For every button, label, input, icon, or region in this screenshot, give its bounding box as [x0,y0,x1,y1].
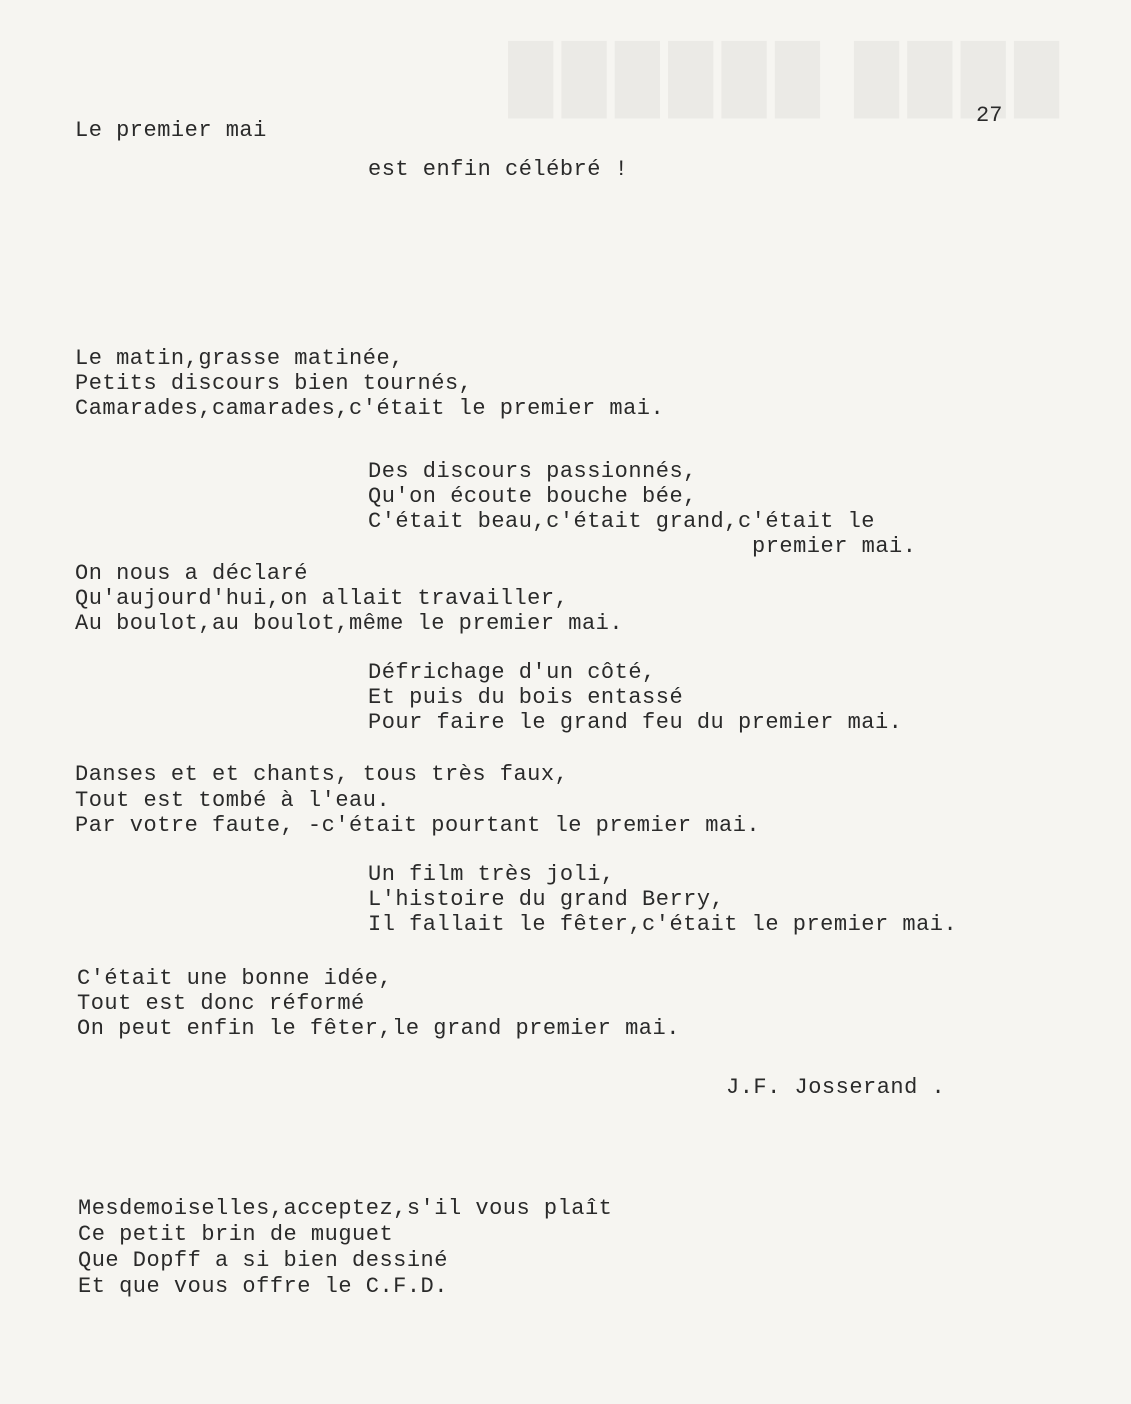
dedication-line-4: Et que vous offre le C.F.D. [78,1274,448,1299]
title-line-1: Le premier mai [75,118,267,143]
title-line-2: est enfin célébré ! [368,157,629,182]
verse-1-line-2: Petits discours bien tournés, [75,371,473,396]
verse-7-line-2: Tout est donc réformé [77,991,365,1016]
verse-2-line-4: premier mai. [752,534,917,559]
verse-6-line-3: Il fallait le fêter,c'était le premier mai. [368,912,958,937]
verse-2-line-2: Qu'on écoute bouche bée, [368,484,697,509]
verse-3-line-3: Au boulot,au boulot,même le premier mai. [75,611,624,636]
verse-3-line-1: On nous a déclaré [75,561,308,586]
verse-2-line-1: Des discours passionnés, [368,459,697,484]
verse-2-line-3: C'était beau,c'était grand,c'était le [368,509,875,534]
dedication-line-1: Mesdemoiselles,acceptez,s'il vous plaît [78,1196,613,1221]
verse-4-line-3: Pour faire le grand feu du premier mai. [368,710,903,735]
verse-1-line-1: Le matin,grasse matinée, [75,346,404,371]
verse-6-line-1: Un film très joli, [368,862,615,887]
dedication-line-3: Que Dopff a si bien dessiné [78,1248,448,1273]
verse-7-line-3: On peut enfin le fêter,le grand premier mai. [77,1016,680,1041]
dedication-line-2: Ce petit brin de muguet [78,1222,394,1247]
verse-5-line-1: Danses et et chants, tous très faux, [75,762,569,787]
verse-5-line-3: Par votre faute, -c'était pourtant le premier mai. [75,813,761,838]
author-signature: J.F. Josserand . [726,1075,946,1100]
verse-1-line-3: Camarades,camarades,c'était le premier mai. [75,396,665,421]
verse-4-line-1: Défrichage d'un côté, [368,660,656,685]
verse-7-line-1: C'était une bonne idée, [77,966,393,991]
verse-5-line-2: Tout est tombé à l'eau. [75,788,391,813]
verse-6-line-2: L'histoire du grand Berry, [368,887,725,912]
page-number: 27 [976,103,1003,128]
verse-3-line-2: Qu'aujourd'hui,on allait travailler, [75,586,569,611]
verse-4-line-2: Et puis du bois entassé [368,685,684,710]
